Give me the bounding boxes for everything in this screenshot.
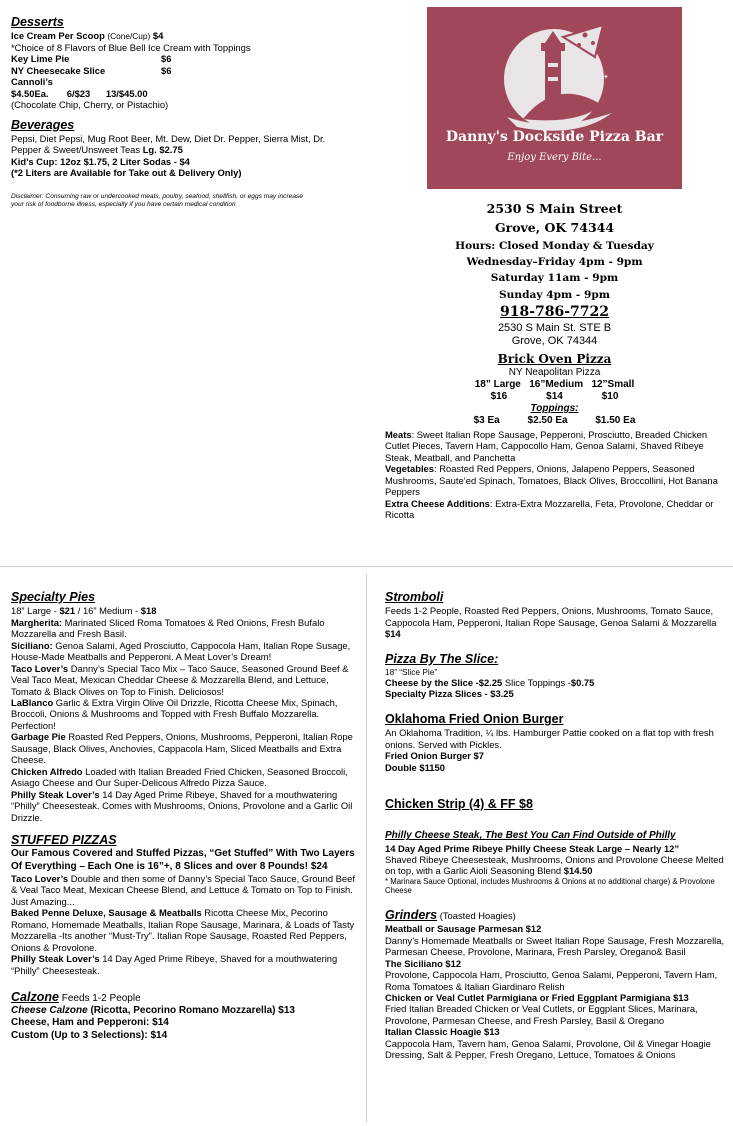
philly-head: 14 Day Aged Prime Ribeye Philly Cheese Steak Large – Nearly 12”	[385, 842, 680, 854]
calzone-title: Calzone	[11, 990, 59, 1004]
ice-cream-desc: *Choice of 8 Flavors of Blue Bell Ice Cream with Toppings	[11, 41, 251, 53]
specialty-item: Taco Lover’s Danny’s Special Taco Mix – Taco Sauce, Seasoned Ground Beef & Veal Taco Meat, Mexican Cheddar Cheese & Mozzarella Blend, and Lettuce, Tomato & Black Olives on Top to Finish. Deliciosos!	[11, 662, 349, 697]
meats-text: : Sweet Italian Rope Sausage, Pepperoni, Prosciutto, Breaded Chicken Cutlet Pieces, Tavern Ham, Cappocollo Ham, Genoa Salami, Shaved Ribeye Steak, Meatball, and Panchetta	[385, 429, 708, 463]
beverages-line1: Pepsi, Diet Pepsi, Mug Root Beer, Mt. Dew, Diet Dr. Pepper, Sierra Mist, Dr.	[11, 132, 326, 144]
ice-cream-note: (Cone/Cup)	[107, 31, 151, 42]
svg-text:✦: ✦	[511, 68, 518, 77]
toppings-title: Toppings:	[530, 403, 579, 415]
calzone-line1: Cheese Calzone (Ricotta, Pecorino Romano Mozzarella) $13	[11, 1005, 295, 1017]
city-line: Grove, OK 74344	[494, 219, 615, 235]
column-divider	[366, 574, 367, 1122]
beverages-line2: Pepper & Sweet/Unsweet Teas	[11, 144, 141, 156]
grinders-header	[385, 908, 725, 923]
veg-paragraph	[385, 463, 725, 497]
calzone-line2: Cheese, Ham and Pepperoni: $14	[11, 1017, 169, 1029]
slice-title: Pizza By The Slice:	[385, 651, 499, 666]
stromboli-price: $14	[385, 628, 401, 640]
right-menu-section	[385, 590, 725, 1061]
burger-line1: Fried Onion Burger $7	[385, 750, 484, 762]
brick-oven-title: Brick Oven Pizza	[497, 352, 612, 366]
svg-text:✦: ✦	[603, 74, 609, 81]
specialty-items	[11, 617, 356, 823]
grinders-title: Grinders	[385, 907, 438, 922]
specialty-item: Chicken Alfredo Loaded with Italian Breaded Fried Chicken, Seasoned Broccoli, Asiago Cheese and Our Super-Delicous Alfredo Pizza Sauce.	[11, 765, 348, 789]
hours-wed-fri: Wednesday–Friday 4pm - 9pm	[466, 255, 643, 268]
cheese-label: Extra Cheese Additions	[385, 497, 490, 509]
city2-line: Grove, OK 74344	[511, 335, 598, 348]
page-divider	[0, 566, 733, 567]
meats-paragraph	[385, 429, 725, 463]
disclaimer	[11, 193, 356, 209]
stuffed-item: Baked Penne Deluxe, Sausage & Meatballs Ricotta Cheese Mix, Pecorino Romano, Homemade Meatballs, Italian Rope Sausage, Marinara, & Loads of Tasty Mozzarella -Its another “Must-Try”. Italian Rope Sausage, Roasted Red Peppers, Onions & Provolone.	[11, 907, 355, 953]
brick-oven-sizes: 18” Large 16”Medium 12”Small	[474, 378, 635, 390]
grinders-sub: (Toasted Hoagies)	[437, 909, 516, 921]
cannoli-name: Cannoli’s	[11, 76, 53, 88]
address-line: 2530 S Main Street	[486, 201, 623, 216]
cheese-text: : Extra-Extra Mozzarella, Feta, Provolone, Cheddar or Ricotta	[385, 497, 714, 521]
brick-oven-section	[427, 352, 682, 428]
cheese-paragraph	[385, 498, 725, 521]
desserts-section	[11, 15, 356, 209]
specialty-item: Philly Steak Lover’s 14 Day Aged Prime Ribeye, Shaved for a mouthwatering “Philly” Cheesesteak. Comes with Mushrooms, Onions, Provolone and a Garlic Oil Drizzle.	[11, 788, 353, 823]
specialty-item: Margherita: Marinated Sliced Roma Tomatoes & Red Onions, Fresh Bufalo Mozzarella and Fresh Basil.	[11, 616, 325, 640]
calzone-header	[11, 990, 356, 1005]
beverages-line3: Kid’s Cup: 12oz $1.75, 2 Liter Sodas - $4	[11, 155, 190, 167]
stromboli-desc: Feeds 1-2 People, Roasted Red Peppers, Onions, Mushrooms, Tomato Sauce, Cappocola Ham, Pepperoni, Italian Rope Sausage, Genoa Salami & Mozzarella	[385, 605, 717, 628]
veg-label: Vegetables	[385, 463, 434, 475]
grinder-item: Meatball or Sausage Parmesan $12 Danny’s Homemade Meatballs or Sweet Italian Rope Sausage, Fresh Mozzarella, Parmesan Cheese, Provolone, Marinara, Fresh Parsley, Oregano& Basil	[385, 923, 725, 958]
logo-title: Danny's Dockside Pizza Bar	[445, 129, 664, 145]
grinder-item: The Siciliano $12 Provolone, Cappocola Ham, Prosciutto, Genoa Salami, Pepperoni, Tavern Ham, Roma Tomatoes & Italian Giardinaro Relish	[385, 957, 718, 992]
calzone-line3: Custom (Up to 3 Selections): $14	[11, 1029, 168, 1041]
ice-cream-price: $4	[152, 30, 164, 42]
toppings-prices: $3 Ea $2.50 Ea $1.50 Ea	[473, 415, 636, 427]
burger-line2: Double $1150	[385, 761, 445, 773]
stuffed-item: Taco Lover’s Double and then some of Danny’s Special Taco Sauce, Ground Beef & Veal Taco Meat, Mexican Cheese Blend, and Lettuce & Tomato on Top to Finish. Just Amazing...	[11, 872, 355, 907]
address2-line: 2530 S Main St. STE B	[497, 322, 612, 335]
hours-sat: Saturday 11am - 9pm	[490, 272, 619, 285]
chicken-strip-title: Chicken Strip (4) & FF $8	[385, 797, 533, 812]
stromboli-title: Stromboli	[385, 590, 444, 604]
philly-title: Philly Cheese Steak, The Best You Can Find Outside of Philly	[385, 830, 676, 842]
beverages-line4: (*2 Liters are Available for Take out & Delivery Only)	[11, 167, 242, 179]
specialty-section	[11, 590, 356, 1042]
stuffed-item: Philly Steak Lover’s 14 Day Aged Prime Ribeye, Shaved for a mouthwatering “Philly” Cheesesteak.	[11, 953, 338, 976]
beverages-line2-price: Lg. $2.75	[142, 144, 183, 156]
beverages-title: Beverages	[11, 117, 75, 132]
slice-line1: Cheese by the Slice -$2.25 Slice Toppings -$0.75	[385, 677, 595, 689]
hours-line: Hours: Closed Monday & Tuesday	[455, 239, 654, 252]
disclaimer-line1: Disclaimer: Consuming raw or undercooked meats, poultry, seafood, shellfish, or eggs may increase	[11, 192, 303, 200]
specialty-sizes: 18” Large - $21 / 16” Medium - $18	[11, 605, 157, 617]
grinder-item: Chicken or Veal Cutlet Parmigiana or Fried Eggplant Parmigiana $13 Fried Italian Breaded Chicken or Veal Cutlets, or Eggplant Slices, Marinara, Provolone, Parmesan Cheese, and Fresh Parsley, Basil & Oregano	[385, 991, 698, 1026]
hours-sun: Sunday 4pm - 9pm	[499, 288, 610, 301]
stuffed-intro: Our Famous Covered and Stuffed Pizzas, “Get Stuffed” With Two Layers Of Everything – Each One is 16”+, 8 Slices and over 8 Pounds! $24	[11, 848, 355, 872]
desserts-title: Desserts	[11, 15, 64, 29]
burger-desc: An Oklahoma Tradition, ¼ lbs. Hamburger Pattie cooked on a flat top with fresh onions. Served with Pickles.	[385, 727, 714, 750]
stuffed-title: STUFFED PIZZAS	[11, 833, 117, 848]
disclaimer-line2: your risk of foodborne illness, especially if you have certain medical condition	[11, 200, 236, 208]
philly-note: * Marinara Sauce Optional, includes Mushrooms & Onions at no additional charge) & Provolone Cheese	[385, 876, 715, 896]
specialty-item: Siciliano: Genoa Salami, Aged Prosciutto, Cappocola Ham, Italian Rope Susage, House-Made Meatballs and Pepperoni. A Meat Lover’s Dream!	[11, 639, 351, 663]
specialty-item: Garbage Pie Roasted Red Peppers, Onions, Mushrooms, Pepperoni, Italian Rope Sausage, Black Olives, Anchovies, Cappacola Ham, Sliced Meatballs and Extra Cheese.	[11, 731, 353, 766]
key-lime-price: $6	[161, 53, 172, 65]
brick-oven-style: NY Neapolitan Pizza	[508, 366, 601, 378]
grinder-item: Italian Classic Hoagie $13 Cappocola Ham, Tavern ham, Genoa Salami, Provolone, Oil & Vinegar Hoagie Dressing, Salt & Pepper, Fresh Oregano, Lettuce, Tomatoes & Onions	[385, 1026, 711, 1061]
philly-desc: Shaved Ribeye Cheesesteak, Mushrooms, Onions and Provolone Cheese Melted on top, with a Garlic Aioli Seasoning Blend $14.50	[385, 853, 724, 877]
phone-number[interactable]: 918-786-7722	[499, 304, 610, 321]
cannoli-flavors: (Chocolate Chip, Cherry, or Pistachio)	[11, 99, 169, 111]
toppings-list	[385, 429, 725, 521]
cannoli-prices: $4.50Ea. 6/$23 13/$45.00	[11, 87, 148, 99]
specialty-item: LaBlanco Garlic & Extra Virgin Olive Oil Drizzle, Ricotta Cheese Mix, Spinach, Broccoli, Onions & Mushrooms and Topped with Fresh Buffalo Mozzarella. Perfection!	[11, 697, 338, 731]
key-lime-name: Key Lime Pie	[11, 53, 70, 65]
brick-oven-prices: $16 $14 $10	[490, 391, 619, 402]
calzone-feeds: Feeds 1-2 People	[58, 993, 141, 1004]
cheesecake-name: NY Cheesecake Slice	[11, 64, 106, 76]
specialty-title: Specialty Pies	[11, 590, 96, 604]
ice-cream-name: Ice Cream Per Scoop	[11, 30, 105, 42]
logo	[427, 7, 682, 189]
cheesecake-price: $6	[161, 64, 172, 76]
info-section	[427, 200, 682, 349]
veg-text: : Roasted Red Peppers, Onions, Jalapeno Peppers, Seasoned Mushrooms, Saute’ed Spinach, Tomatoes, Black Olives, Broccollini, Hot Banana Peppers	[385, 463, 718, 498]
slice-note: 18” “Slice Pie”	[385, 666, 438, 677]
meats-label: Meats	[385, 429, 412, 440]
burger-title: Oklahoma Fried Onion Burger	[385, 711, 564, 726]
slice-line2: Specialty Pizza Slices - $3.25	[385, 688, 514, 700]
logo-tagline: Enjoy Every Bite...	[507, 152, 602, 163]
